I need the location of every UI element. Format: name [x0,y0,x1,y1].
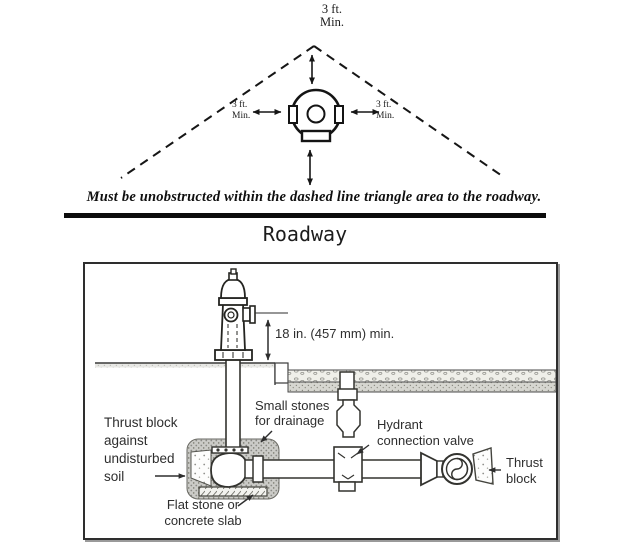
ground-surface [95,363,275,368]
hydrant-top-view-icon [289,90,343,141]
clearance-diagram [0,0,628,260]
roadway-label: Roadway [262,222,348,246]
left-clearance-label: 3 ft. Min. [232,100,251,121]
flat-stone-label: Flat stone or concrete slab [164,497,242,528]
hydrant-shoe [211,453,247,487]
right-clearance-label: 3 ft. Min. [376,100,395,121]
hydrant-valve-label: Hydrant connection valve [377,417,474,448]
clearance-caption: Must be unobstructed within the dashed line triangle area to the roadway. [86,189,542,205]
gate-valve-icon [421,453,472,485]
thrust-block-soil-label: Thrust block against undisturbed soil [104,415,178,484]
roadway-edge-rule [64,213,546,218]
small-stones-label: Small stones for drainage [255,398,330,428]
roadway-pavement [275,363,556,392]
top-clearance-label: 3 ft. Min. [320,2,344,29]
fire-hydrant-icon [215,269,255,360]
foundation-slab [199,487,267,496]
thrust-block-right [473,448,493,484]
depth-label: 18 in. (457 mm) min. [275,326,395,341]
installation-diagram [83,262,558,540]
thrust-block-right-label: Thrust block [506,455,543,486]
